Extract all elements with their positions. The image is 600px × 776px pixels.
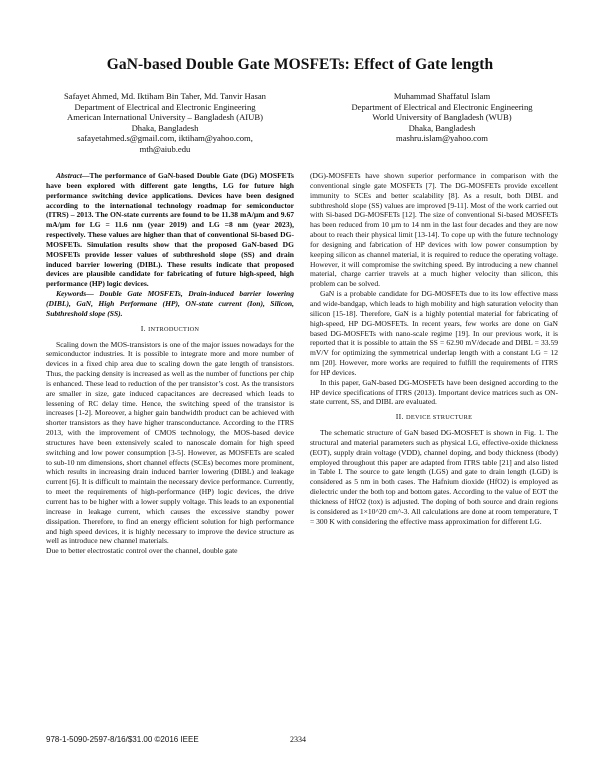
device-structure-paragraph: The schematic structure of GaN based DG-MOSFET is shown in Fig. 1. The structural and material parameters such as physical LG, effective-oxide thickness (EOT), supply drain voltage (VDD), channel doping, and body thickness (tbody) employed throughout this paper are adapted from ITRS table [21] and also listed in Table I. The source to gate length (LGS) and gate to drain length (LGD) is considered as 5 nm in both cases. The Hafnium dioxide (HfO2) is employed as dielectric under the both top and bottom gates. According to the value of EOT the thickness of HfO2 (tox) is adjusted. The doping of both source and drain regions is considered as 1×10^20 cm^-3. All calculations are done at room temperature, T = 300 K with considering the effective mass approximation for different LG. xyxy=(310,428,558,526)
author-department: Department of Electrical and Electronic Engineering xyxy=(351,101,533,112)
author-names: Muhammad Shaffatul Islam xyxy=(393,91,491,101)
author-names: Safayet Ahmed, Md. Iktiham Bin Taher, Md. Tanvir Hasan xyxy=(64,91,266,101)
section-number: II. xyxy=(395,412,407,422)
section-heading-device-structure xyxy=(310,412,558,423)
author-block-left xyxy=(40,91,290,155)
author-emails: safayetahmed.s@gmail.com, iktiham@yahoo.com, xyxy=(77,133,253,144)
author-email: mashru.islam@yahoo.com xyxy=(396,133,488,144)
paper-title: GaN-based Double Gate MOSFETs: Effect of Gate length xyxy=(106,56,494,73)
page-number: 2334 xyxy=(290,735,306,744)
abstract xyxy=(46,171,294,289)
author-university: World University of Bangladesh (WUB) xyxy=(372,112,512,123)
copyright-footer: 978-1-5090-2597-8/16/$31.00 ©2016 IEEE xyxy=(46,735,199,744)
author-emails-cont: mth@aiub.edu xyxy=(139,143,191,154)
section-title: DEVICE STRUCTURE xyxy=(406,414,473,422)
right-paragraph-2: GaN is a probable candidate for DG-MOSFETs due to its low effective mass and wide-bandgap, which leads to high mobility and high saturation velocity than silicon [15-18]. Therefore, GaN is a highly potential material for fabricating of high-speed, HP DG-MOSFETs. In recent years, few works are done on GaN based DG-MOSFETs with nano-scale regime [19]. In our previous work, it is reported that it is possible to attain the SS = 62.90 mV/decade and DIBL = 33.59 mV/V for optimizing the symmetrical underlap length with a constant LG = 12 nm [20]. However, more works are required to fulfill the requirements of ITRS for HP devices. xyxy=(310,289,558,377)
section-heading-introduction xyxy=(46,324,294,335)
abstract-text: The performance of GaN-based Double Gate (DG) MOSFETs have been explored with different gate lengths, LG for future high performance switching device applications. Devices have been designed according to the international technology roadmap for semiconductor (ITRS) – 2013. The ON-state currents are found to be 11.38 mA/µm and 9.67 mA/µm for LG = 11.6 nm (year 2019) and LG =8 nm (year 2023), respectively. These values are higher than that of conventional Si-based DG-MOSFETs. Simulation results show that the proposed GaN-based DG MOSFETs provide lesser values of subthreshold slope (SS) and drain induced barrier lowering (DIBL). These results indicate that proposed devices are plausible candidate for fabricating of future high-speed, high performance (HP) logic devices. xyxy=(46,171,294,289)
author-city: Dhaka, Bangladesh xyxy=(408,122,476,133)
left-column xyxy=(46,171,294,556)
author-block-right xyxy=(322,91,562,144)
section-number: I. xyxy=(140,323,149,333)
right-column xyxy=(310,171,558,527)
intro-paragraph-2: Due to better electrostatic control over the channel, double gate xyxy=(46,546,238,556)
keywords-text: Double Gate MOSFETs, Drain-induced barrier lowering (DIBL), GaN, High Performane (HP), ON-state current (Ion), Silicon, Subthreshold slope (SS). xyxy=(46,289,295,318)
abstract-label: Abstract— xyxy=(56,171,90,180)
intro-paragraph-1: Scaling down the MOS-transistors is one of the major issues nowadays for the semiconductor industries. It is possible to integrate more and more number of devices in a fixed chip area due to scaling down the gate length of transistors. Thus, the packing density is increased as well as the number of functions per chip is enhanced. These lead to reduction of the per transistor’s cost. As the transistors are smaller in size, gate induced capacitances are decreased which leads to lessening of RC delay time. Hence, the switching speed of the transistor is increases [1-2]. Moreover, a higher gain bandwidth product can be achieved with shorter transistors as they have higher transconductance. According to the ITRS 2013, with the improvement of CMOS technology, the MOS-based device structures have been extensively scaled to nanoscale domain for high speed switching and low power consumption [3-5]. However, as MOSFETs are scaled to sub-10 nm dimensions, short channel effects (SCEs) becomes more prominent, which results in increasing drain induced barrier lowering (DIBL) and leakage current [6]. It is difficult to maintain the necessary device performance. Currently, to meet the requirements of high-performance (HP) logic devices, the drive current has to be higher with a lower supply voltage. This leads to an exponential increase in leakage current, which causes the excessive standby power dissipation. Therefore, to find an energy efficient solution for high performance and high speed devices, it is highly necessary to improve the device structure as well as introduce new channel materials. xyxy=(46,339,294,546)
section-title: INTRODUCTION xyxy=(148,325,200,333)
right-paragraph-1: (DG)-MOSFETs have shown superior performance in comparison with the conventional single gate MOSFETs [7]. The DG-MOSFETs provide excellent immunity to SCEs and better scalability [8]. As a result, both DIBL and subthreshold slope (SS) values are improved [9-11]. Most of the work carried out with Si-based DG-MOSFETs [12]. The size of conventional Si-based MOSFETs has been reduced from 10 µm to 14 nm in the last four decades and they are now about to reach their physical limit [13-14]. To cope up with the future technology for designing and fabrication of HP devices with low power consumption by keeping silicon as channel material, it is required to reduce the operating voltage. However, it will compromise the switching speed. By introducing a new channel material, charge carrier travels at a much higher velocity than silicon, this problem can be solved. xyxy=(310,171,558,289)
right-paragraph-3: In this paper, GaN-based DG-MOSFETs have been designed according to the HP device specifications of ITRS (2013). Important device matrices such as ON-state current, SS, and DIBL are evaluated. xyxy=(310,377,558,407)
keywords xyxy=(46,289,294,319)
author-department: Department of Electrical and Electronic Engineering xyxy=(74,101,256,112)
keywords-label: Keywords— xyxy=(56,289,100,299)
author-city: Dhaka, Bangladesh xyxy=(131,122,199,133)
author-university: American International University – Bangladesh (AIUB) xyxy=(67,112,263,123)
